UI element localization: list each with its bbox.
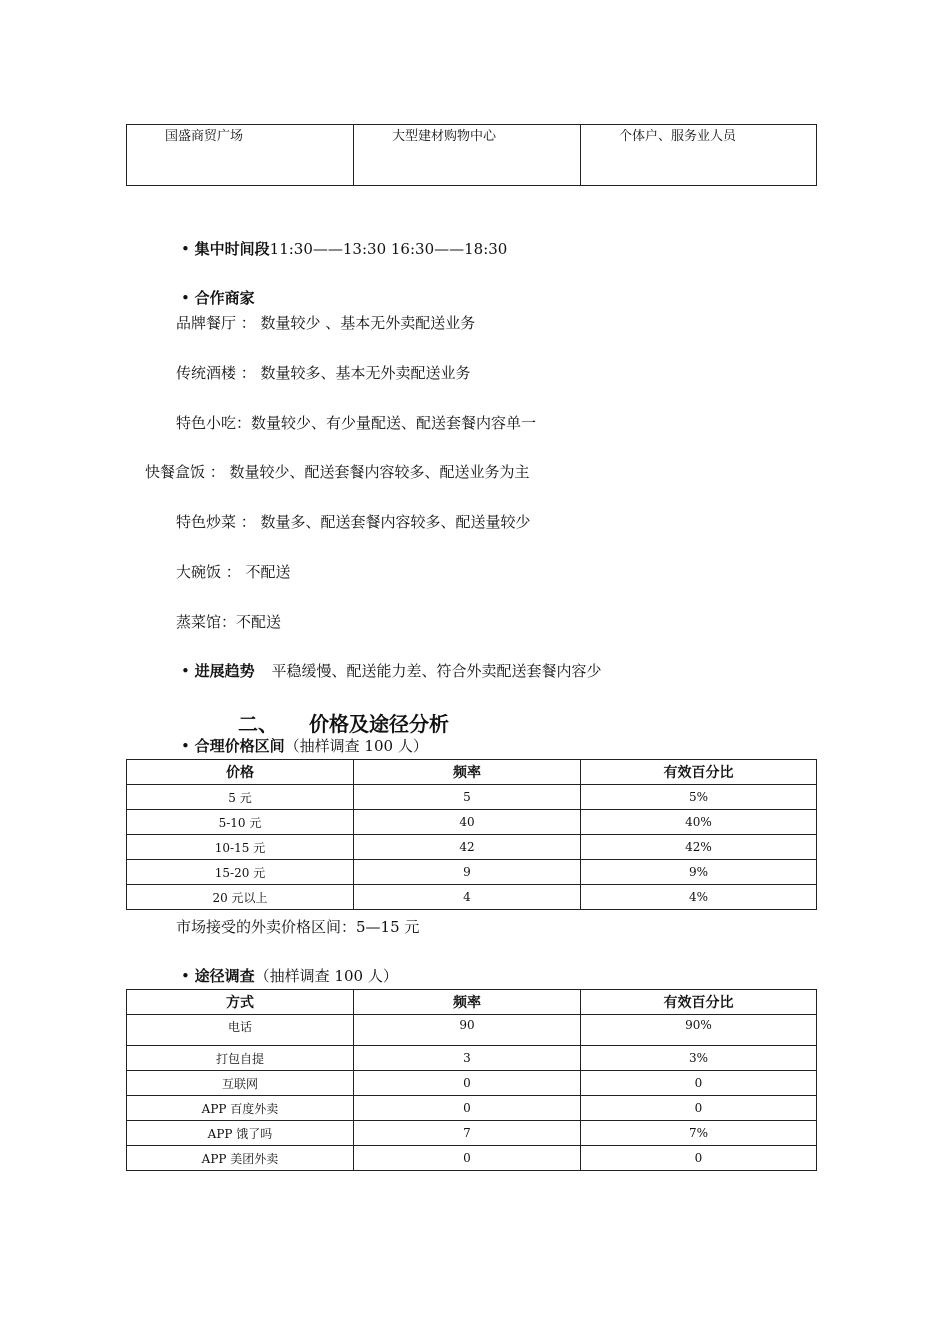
table-row [127,860,817,885]
table-cell: 0 [354,1096,581,1121]
price-conclusion: 市场接受的外卖价格区间：5—15 元 [176,918,420,936]
section-heading [238,708,449,737]
table-cell: 42 [354,835,581,860]
section-number: 二、 [238,712,278,736]
table-row [127,1096,817,1121]
table-cell: 9% [581,860,817,885]
trend-line [181,661,601,681]
partner-item: 品牌餐厅 ： 数量较少 、基本无外卖配送业务 [176,314,476,332]
partner-item: 特色炒菜 ： 数量多、配送套餐内容较多、配送量较少 [176,513,531,531]
bullet: • [181,240,190,258]
table-cell: 电话 [127,1015,354,1046]
table-row [127,835,817,860]
location-table [126,124,817,186]
table-cell: 5 [354,785,581,810]
table-cell: 20 元以上 [127,885,354,910]
table-cell: 5% [581,785,817,810]
table-row [127,885,817,910]
table-cell: 42% [581,835,817,860]
bullet: • [181,289,190,307]
partner-item: 大碗饭 ： 不配送 [176,563,291,581]
table-cell: 3 [354,1046,581,1071]
table-cell: 0 [581,1146,817,1171]
table-cell: 40% [581,810,817,835]
table-row [127,1121,817,1146]
table-cell: 3% [581,1046,817,1071]
column-header: 频率 [354,990,581,1015]
table-cell: 0 [581,1096,817,1121]
bullet: • [181,737,190,755]
table-cell: 0 [354,1146,581,1171]
location-name: 国盛商贸广场 [165,129,244,144]
table-row [127,1146,817,1171]
partners-heading [181,288,255,308]
column-header: 有效百分比 [581,990,817,1015]
table-cell: APP 百度外卖 [127,1096,354,1121]
channel-table-caption [181,966,398,986]
table-header-row [127,760,817,785]
table-cell: 40 [354,810,581,835]
price-table [126,759,817,910]
table-cell: 7% [581,1121,817,1146]
column-header: 频率 [354,760,581,785]
column-header: 有效百分比 [581,760,817,785]
peak-time-line [181,239,507,259]
partners-label: 合作商家 [194,289,255,307]
price-table-caption [181,736,428,756]
table-cell: 4% [581,885,817,910]
table-row [127,1046,817,1071]
partner-item: 快餐盒饭 ： 数量较少、配送套餐内容较多、配送业务为主 [145,463,530,481]
table-cell: 4 [354,885,581,910]
table-cell: 90 [354,1015,581,1046]
channel-table [126,989,817,1171]
location-type: 大型建材购物中心 [392,129,497,144]
table-row [127,1015,817,1046]
peak-time-label: 集中时间段 [194,240,270,258]
table-cell: APP 饿了吗 [127,1121,354,1146]
price-table-note: （抽样调查 100 人） [284,737,428,755]
table-cell: 15-20 元 [127,860,354,885]
price-table-label: 合理价格区间 [194,737,285,755]
channel-table-note: （抽样调查 100 人） [254,967,398,985]
partner-item: 蒸菜馆：不配送 [176,613,282,631]
peak-time-value: 11:30——13:30 16:30——18:30 [269,240,508,258]
table-cell: 9 [354,860,581,885]
trend-value: 平稳缓慢、配送能力差、符合外卖配送套餐内容少 [271,662,602,680]
partner-item: 特色小吃：数量较少、有少量配送、配送套餐内容单一 [176,414,537,432]
table-row [127,125,817,186]
table-cell: 0 [354,1071,581,1096]
table-cell: 10-15 元 [127,835,354,860]
location-customers: 个体户、服务业人员 [619,129,737,144]
table-header-row [127,990,817,1015]
table-cell [581,125,817,186]
table-cell: 0 [581,1071,817,1096]
channel-table-label: 途径调查 [194,967,255,985]
table-cell: 5-10 元 [127,810,354,835]
table-cell: 打包自提 [127,1046,354,1071]
table-row [127,785,817,810]
table-cell [354,125,581,186]
trend-label: 进展趋势 [194,662,255,680]
table-cell: 5 元 [127,785,354,810]
table-cell [127,125,354,186]
table-cell: 互联网 [127,1071,354,1096]
table-cell: 90% [581,1015,817,1046]
section-title: 价格及途径分析 [308,712,449,736]
table-cell: 7 [354,1121,581,1146]
table-row [127,810,817,835]
table-row [127,1071,817,1096]
table-cell: APP 美团外卖 [127,1146,354,1171]
bullet: • [181,662,190,680]
column-header: 价格 [127,760,354,785]
bullet: • [181,967,190,985]
partner-item: 传统酒楼 ： 数量较多、基本无外卖配送业务 [176,364,471,382]
column-header: 方式 [127,990,354,1015]
